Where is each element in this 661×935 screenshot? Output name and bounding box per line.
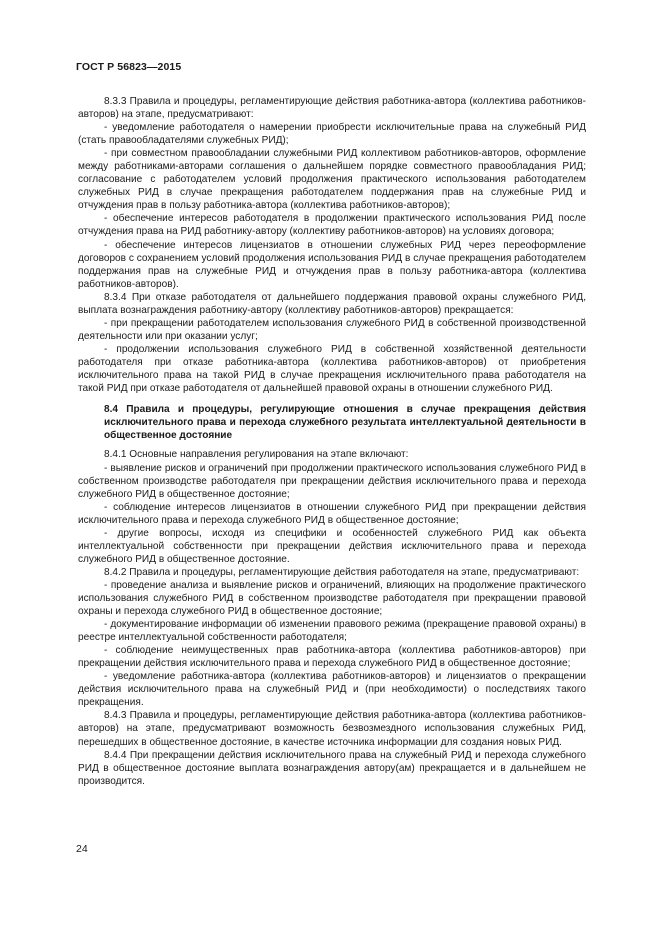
- list-item: - выявление рисков и ограничений при продолжении практического использования служебного РИД в собственном производстве работодателя при прекращении действия исключительного права и перехода служебного РИД в общественное достояние;: [78, 462, 586, 500]
- paragraph-8-4-2: 8.4.2 Правила и процедуры, регламентирующие действия работодателя на этапе, предусматривают:: [104, 566, 580, 578]
- paragraph-8-4-1: 8.4.1 Основные направления регулирования на этапе включают:: [104, 449, 409, 461]
- page-number: 24: [76, 843, 88, 855]
- list-item: - уведомление работника-автора (коллектива работников-авторов) и лицензиатов о прекращении действия исключительного права на служебный РИД и (при необходимости) о последствиях такого прекращения.: [78, 671, 586, 709]
- document-body: [78, 95, 586, 788]
- list-item: - при совместном правообладании служебными РИД коллективом работников-авторов, оформление между работниками-авторами соглашения о дальнейшем порядке совместного правообладания РИД; согласование с работодателем условий продолжения практического использования работодателем служебных РИД в случае прекращения работодателем поддержания прав на служебные РИД и отчуждения прав в пользу работника-автора (коллектива работников-авторов);: [78, 148, 586, 212]
- list-item: - соблюдение интересов лицензиатов в отношении служебного РИД при прекращении действия исключительного права и перехода служебного РИД в общественное достояние;: [78, 501, 586, 526]
- paragraph-8-3-3: 8.3.3 Правила и процедуры, регламентирующие действия работника-автора (коллектива работников-авторов) на этапе, предусматривают:: [78, 96, 586, 121]
- paragraph-8-4-3: 8.4.3 Правила и процедуры, регламентирующие действия работника-автора (коллектива работников-авторов) на этапе, предусматривают возможность безвозмездного использования служебных РИД, перешедших в общественное достояние, в качестве источника информации для создания новых РИД.: [78, 710, 586, 748]
- section-heading-8-4: 8.4 Правила и процедуры, регулирующие отношения в случае прекращения действия исключительного права и перехода служебного результата интеллектуальной деятельности в общественное достояние: [104, 404, 586, 441]
- list-item: - документирование информации об изменении правового режима (прекращение правовой охраны) в реестре интеллектуальной собственности работодателя;: [78, 619, 586, 644]
- list-item: - обеспечение интересов лицензиатов в отношении служебных РИД через переоформление договоров с сохранением условий продолжения использования РИД в случае прекращения работодателем поддержания прав на служебные РИД и отчуждения прав в пользу работника-автора (коллектива работников-авторов).: [78, 239, 586, 290]
- document-header: ГОСТ Р 56823—2015: [76, 61, 182, 73]
- list-item: - соблюдение неимущественных прав работника-автора (коллектива работников-авторов) при прекращении действия исключительного права и перехода служебного РИД в общественное достояние;: [78, 645, 586, 670]
- list-item: - уведомление работодателя о намерении приобрести исключительные права на служебный РИД (стать правообладателями служебных РИД);: [78, 122, 586, 147]
- list-item: - продолжении использования служебного РИД в собственной хозяйственной деятельности работодателя при отказе работника-автора (коллектива работников-авторов) от приобретения исключительного права на такой РИД в случае прекращения исключительного права работодателя на такой РИД при отказе работодателя от дальнейшей правовой охраны в отношении служебного РИД.: [78, 343, 586, 395]
- list-item: - другие вопросы, исходя из специфики и особенностей служебного РИД как объекта интеллектуальной собственности при прекращении действия исключительного права и перехода служебного РИД в общественное достояние.: [78, 527, 586, 565]
- list-item: - при прекращении работодателем использования служебного РИД в собственной производственной деятельности или при оказании услуг;: [78, 317, 586, 342]
- paragraph-8-4-4: 8.4.4 При прекращении действия исключительного права на служебный РИД и перехода служебного РИД в общественное достояние выплата вознаграждения автору(ам) прекращается и в дальнейшем не производится.: [78, 749, 586, 787]
- list-item: - обеспечение интересов работодателя в продолжении практического использования РИД после отчуждения права на РИД работнику-автору (коллективу работников-авторов) на условиях договора;: [78, 213, 586, 238]
- paragraph-8-3-4: 8.3.4 При отказе работодателя от дальнейшего поддержания правовой охраны служебного РИД, выплата вознаграждения работнику-автору (коллективу работников-авторов) прекращается:: [78, 291, 586, 316]
- list-item: - проведение анализа и выявление рисков и ограничений, влияющих на продолжение практического использования служебного РИД в собственном производстве работодателя при прекращении правовой охраны и перехода служебного РИД в общественное достояние;: [78, 579, 586, 618]
